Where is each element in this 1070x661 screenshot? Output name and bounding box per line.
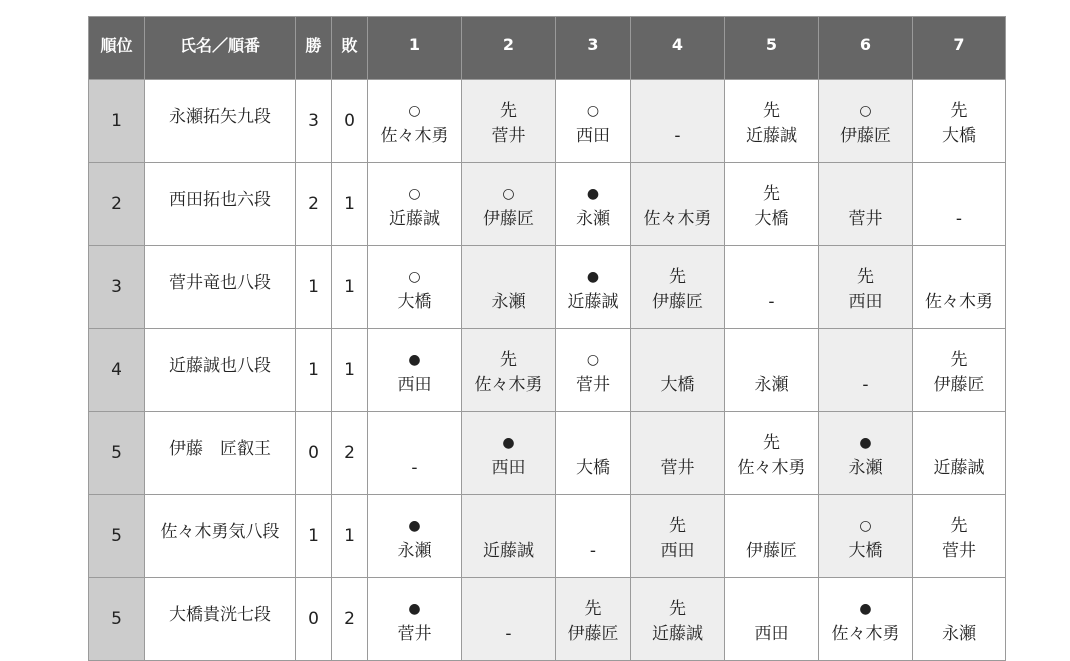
result-mark: 先 [669, 267, 686, 287]
table-row [89, 578, 1006, 661]
result-mark [862, 348, 868, 373]
result-mark: 先 [950, 516, 968, 536]
game-result [934, 342, 985, 398]
table-row [89, 80, 1006, 163]
result-mark [411, 431, 417, 456]
game-cell-round-4 [631, 412, 725, 495]
header-rank: 順位 [89, 17, 145, 80]
result-mark: ○ [408, 103, 421, 119]
game-cell-round-3 [556, 80, 631, 163]
game-cell-round-1 [368, 412, 462, 495]
opponent-name: 伊藤匠 [746, 541, 797, 561]
result-mark: ○ [502, 186, 515, 202]
result-mark [661, 431, 695, 456]
opponent-name: 菅井 [491, 126, 526, 146]
rank-cell: 1 [89, 80, 145, 163]
opponent-name: 佐々木勇 [380, 126, 449, 146]
rank-cell: 3 [89, 246, 145, 329]
player-name: 佐々木勇気八段 [145, 495, 296, 578]
game-result [849, 508, 883, 564]
game-result [934, 425, 985, 481]
opponent-name: 西田 [491, 458, 526, 478]
game-cell-round-4 [631, 329, 725, 412]
result-mark: 先 [500, 350, 517, 370]
rank-cell: 4 [89, 329, 145, 412]
game-cell-round-5 [725, 246, 819, 329]
result-mark [661, 348, 695, 373]
game-cell-round-1 [368, 246, 462, 329]
result-mark [942, 597, 976, 622]
game-result [755, 591, 789, 647]
header-round-6: 6 [819, 17, 913, 80]
game-result [746, 93, 797, 149]
game-result [652, 591, 703, 647]
game-cell-round-2 [462, 80, 556, 163]
game-cell-round-5 [725, 329, 819, 412]
game-cell-round-3 [556, 578, 631, 661]
opponent-name: 近藤誠 [389, 209, 440, 229]
game-cell-round-6 [819, 329, 913, 412]
result-mark: 先 [950, 101, 968, 121]
game-result [956, 176, 962, 232]
losses-count: 0 [332, 80, 368, 163]
game-cell-round-2 [462, 329, 556, 412]
game-result [568, 591, 619, 647]
player-name: 伊藤 匠叡王 [145, 412, 296, 495]
game-result [840, 93, 891, 149]
result-mark: 先 [950, 350, 968, 370]
opponent-name: - [589, 541, 597, 561]
result-mark: ○ [408, 269, 421, 285]
game-result [661, 508, 695, 564]
game-result [755, 176, 789, 232]
result-mark: 先 [669, 516, 686, 536]
opponent-name: 大橋 [754, 209, 789, 229]
wins-count: 1 [296, 495, 332, 578]
game-cell-round-1 [368, 80, 462, 163]
header-name-order: 氏名／順番 [145, 17, 296, 80]
game-cell-round-4 [631, 80, 725, 163]
opponent-name: - [674, 126, 681, 146]
opponent-name: 菅井 [397, 624, 432, 644]
game-cell-round-2 [462, 412, 556, 495]
result-mark: ● [859, 435, 872, 451]
game-result [398, 342, 432, 398]
opponent-name: 伊藤匠 [567, 624, 619, 644]
game-cell-round-2 [462, 246, 556, 329]
result-mark: ● [586, 269, 600, 285]
opponent-name: 近藤誠 [652, 624, 703, 644]
game-result [644, 176, 712, 232]
game-cell-round-4 [631, 163, 725, 246]
game-cell-round-4 [631, 495, 725, 578]
game-result [411, 425, 417, 481]
opponent-name: 伊藤匠 [483, 209, 534, 229]
header-round-5: 5 [725, 17, 819, 80]
opponent-name: 大橋 [660, 375, 695, 395]
opponent-name: 永瀬 [754, 375, 789, 395]
game-result [849, 176, 883, 232]
result-mark: 先 [669, 599, 686, 619]
opponent-name: 菅井 [660, 458, 695, 478]
game-result [576, 176, 610, 232]
league-table [88, 16, 1006, 661]
game-cell-round-3 [556, 246, 631, 329]
header-round-1: 1 [368, 17, 462, 80]
result-mark [590, 514, 596, 539]
player-name: 西田拓也六段 [145, 163, 296, 246]
table-row [89, 412, 1006, 495]
game-cell-round-5 [725, 163, 819, 246]
game-result [942, 508, 976, 564]
game-result [652, 259, 703, 315]
opponent-name: 近藤誠 [567, 292, 619, 312]
opponent-name: 永瀬 [848, 458, 883, 478]
game-result [492, 93, 526, 149]
result-mark: 先 [763, 101, 780, 121]
result-mark [746, 514, 797, 539]
result-mark [934, 431, 985, 456]
opponent-name: 西田 [660, 541, 695, 561]
game-cell-round-6 [819, 578, 913, 661]
game-result [925, 259, 993, 315]
game-cell-round-5 [725, 578, 819, 661]
wins-count: 2 [296, 163, 332, 246]
game-result [475, 342, 543, 398]
game-result [942, 93, 976, 149]
wins-count: 0 [296, 578, 332, 661]
losses-count: 1 [332, 495, 368, 578]
result-mark [492, 265, 526, 290]
losses-count: 2 [332, 412, 368, 495]
game-result [590, 508, 596, 564]
game-cell-round-3 [556, 163, 631, 246]
game-result [661, 425, 695, 481]
game-cell-round-5 [725, 495, 819, 578]
opponent-name: 佐々木勇 [925, 292, 993, 312]
game-cell-round-4 [631, 578, 725, 661]
game-cell-round-5 [725, 412, 819, 495]
opponent-name: 大橋 [397, 292, 432, 312]
opponent-name: 伊藤匠 [933, 375, 985, 395]
result-mark [674, 99, 680, 124]
opponent-name: 佐々木勇 [831, 624, 900, 644]
header-row [89, 17, 1006, 80]
wins-count: 1 [296, 329, 332, 412]
header-losses: 敗 [332, 17, 368, 80]
table-row [89, 163, 1006, 246]
game-result [576, 93, 610, 149]
game-result [568, 259, 619, 315]
result-mark: ○ [859, 103, 872, 119]
game-result [862, 342, 868, 398]
player-name: 菅井竜也八段 [145, 246, 296, 329]
game-result [483, 176, 534, 232]
player-name: 近藤誠也八段 [145, 329, 296, 412]
opponent-name: 永瀬 [576, 209, 610, 229]
result-mark [483, 514, 534, 539]
result-mark: ● [408, 518, 421, 534]
opponent-name: 菅井 [848, 209, 883, 229]
game-result [576, 425, 610, 481]
opponent-name: 大橋 [576, 458, 610, 478]
table-body [89, 80, 1006, 661]
result-mark: ○ [586, 352, 600, 368]
opponent-name: 西田 [848, 292, 883, 312]
game-result [674, 93, 680, 149]
opponent-name: 近藤誠 [483, 541, 534, 561]
header-round-4: 4 [631, 17, 725, 80]
result-mark: ○ [408, 186, 421, 202]
game-result [738, 425, 806, 481]
wins-count: 1 [296, 246, 332, 329]
header-round-2: 2 [462, 17, 556, 80]
opponent-name: 永瀬 [942, 624, 976, 644]
game-result [492, 259, 526, 315]
table-row [89, 329, 1006, 412]
game-cell-round-3 [556, 412, 631, 495]
game-result [483, 508, 534, 564]
result-mark [768, 265, 774, 290]
opponent-name: 伊藤匠 [652, 292, 703, 312]
rank-cell: 5 [89, 412, 145, 495]
rank-cell: 5 [89, 578, 145, 661]
game-cell-round-7 [913, 412, 1006, 495]
losses-count: 2 [332, 578, 368, 661]
header-round-7: 7 [913, 17, 1006, 80]
opponent-name: 伊藤匠 [840, 126, 891, 146]
game-cell-round-2 [462, 163, 556, 246]
result-mark: ● [586, 186, 600, 202]
game-cell-round-7 [913, 578, 1006, 661]
opponent-name: 近藤誠 [746, 126, 797, 146]
table-row [89, 246, 1006, 329]
game-cell-round-5 [725, 80, 819, 163]
result-mark: 先 [763, 433, 780, 453]
rank-cell: 5 [89, 495, 145, 578]
game-cell-round-4 [631, 246, 725, 329]
game-cell-round-1 [368, 578, 462, 661]
player-name: 大橋貴洸七段 [145, 578, 296, 661]
game-result [832, 591, 900, 647]
result-mark [956, 182, 962, 207]
game-result [849, 425, 883, 481]
opponent-name: 近藤誠 [933, 458, 985, 478]
game-cell-round-6 [819, 80, 913, 163]
result-mark: 先 [857, 267, 874, 287]
opponent-name: 西田 [576, 126, 610, 146]
game-cell-round-1 [368, 163, 462, 246]
game-cell-round-2 [462, 578, 556, 661]
game-cell-round-6 [819, 495, 913, 578]
game-result [398, 259, 432, 315]
game-cell-round-3 [556, 329, 631, 412]
opponent-name: 佐々木勇 [643, 209, 712, 229]
result-mark [644, 182, 712, 207]
result-mark: ● [859, 601, 872, 617]
opponent-name: 菅井 [942, 541, 976, 561]
opponent-name: 大橋 [848, 541, 883, 561]
opponent-name: 西田 [754, 624, 789, 644]
result-mark: ● [408, 352, 421, 368]
game-cell-round-7 [913, 163, 1006, 246]
game-cell-round-6 [819, 246, 913, 329]
result-mark [505, 597, 511, 622]
losses-count: 1 [332, 246, 368, 329]
game-result [942, 591, 976, 647]
game-result [849, 259, 883, 315]
result-mark: ○ [859, 518, 872, 534]
game-cell-round-7 [913, 495, 1006, 578]
result-mark [755, 597, 789, 622]
game-cell-round-6 [819, 163, 913, 246]
game-cell-round-2 [462, 495, 556, 578]
header-round-3: 3 [556, 17, 631, 80]
game-cell-round-1 [368, 329, 462, 412]
player-name: 永瀬拓矢九段 [145, 80, 296, 163]
opponent-name: - [862, 375, 869, 395]
game-result [746, 508, 797, 564]
game-cell-round-1 [368, 495, 462, 578]
game-result [661, 342, 695, 398]
game-cell-round-6 [819, 412, 913, 495]
result-mark: ● [408, 601, 421, 617]
game-result [492, 425, 526, 481]
wins-count: 0 [296, 412, 332, 495]
result-mark: 先 [584, 599, 602, 619]
wins-count: 3 [296, 80, 332, 163]
result-mark [576, 431, 610, 456]
game-result [398, 508, 432, 564]
game-result [398, 591, 432, 647]
opponent-name: - [955, 209, 963, 229]
opponent-name: 佐々木勇 [737, 458, 806, 478]
result-mark [755, 348, 789, 373]
header-wins: 勝 [296, 17, 332, 80]
result-mark: 先 [500, 101, 517, 121]
game-result [381, 93, 449, 149]
opponent-name: - [411, 458, 418, 478]
game-cell-round-7 [913, 246, 1006, 329]
result-mark [925, 265, 993, 290]
opponent-name: 大橋 [942, 126, 976, 146]
opponent-name: 佐々木勇 [474, 375, 543, 395]
game-result [755, 342, 789, 398]
opponent-name: 西田 [397, 375, 432, 395]
game-cell-round-7 [913, 329, 1006, 412]
result-mark: ○ [586, 103, 600, 119]
result-mark: 先 [763, 184, 780, 204]
losses-count: 1 [332, 329, 368, 412]
losses-count: 1 [332, 163, 368, 246]
game-result [768, 259, 774, 315]
game-result [389, 176, 440, 232]
opponent-name: - [768, 292, 775, 312]
opponent-name: 永瀬 [491, 292, 526, 312]
table-row [89, 495, 1006, 578]
game-result [576, 342, 610, 398]
game-cell-round-3 [556, 495, 631, 578]
rank-cell: 2 [89, 163, 145, 246]
game-cell-round-7 [913, 80, 1006, 163]
result-mark: ● [502, 435, 515, 451]
result-mark [849, 182, 883, 207]
opponent-name: - [505, 624, 512, 644]
game-result [505, 591, 511, 647]
opponent-name: 永瀬 [397, 541, 432, 561]
opponent-name: 菅井 [576, 375, 610, 395]
table-header [89, 17, 1006, 80]
